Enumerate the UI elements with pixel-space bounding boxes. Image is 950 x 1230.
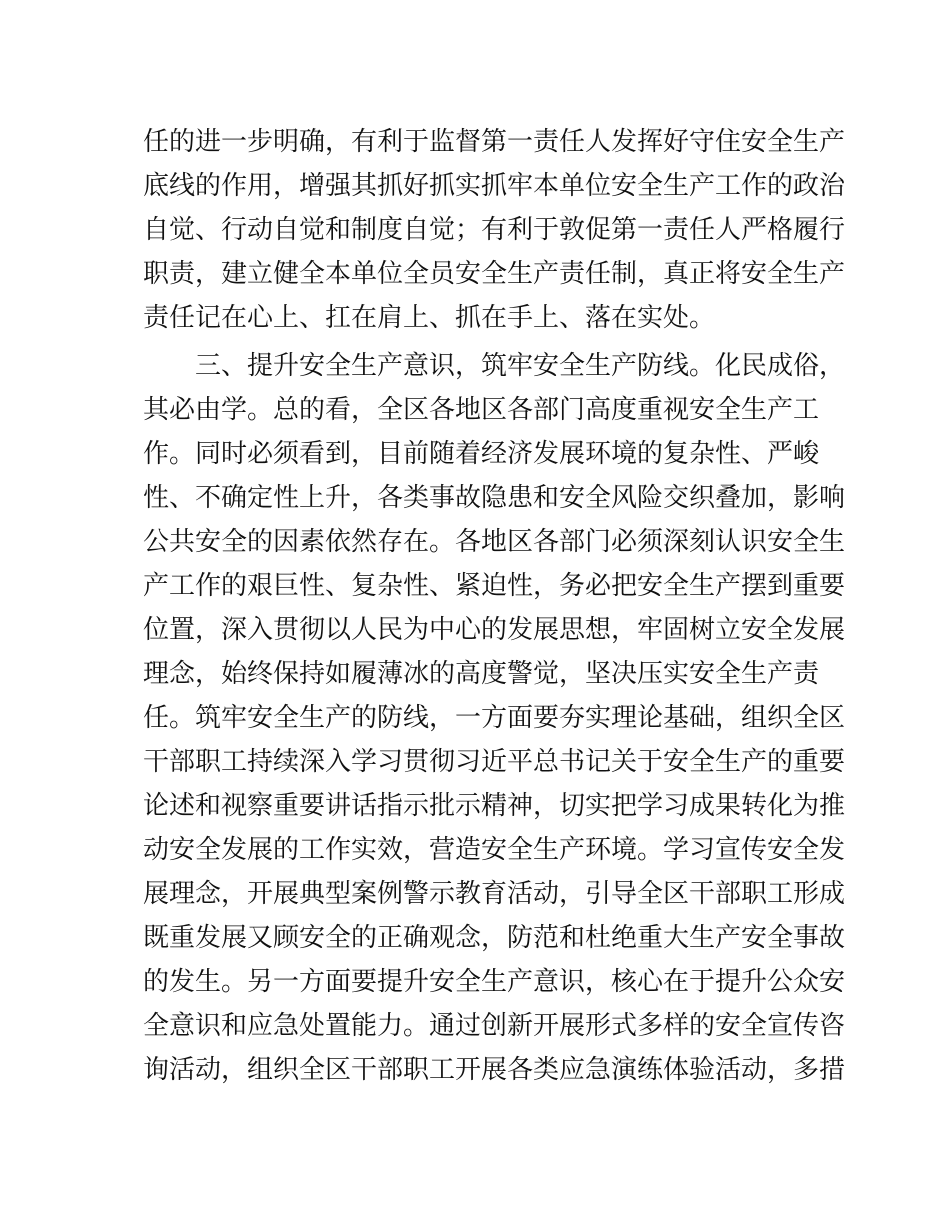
paragraph-line: 作。同时必须看到，目前随着经济发展环境的复杂性、严峻 (143, 439, 820, 469)
paragraph-line: 任的进一步明确，有利于监督第一责任人发挥好守住安全生产 (143, 127, 846, 157)
paragraph-line: 位置，深入贯彻以人民为中心的发展思想，牢固树立安全发展 (143, 615, 846, 645)
paragraph-line: 产工作的艰巨性、复杂性、紧迫性，务必把安全生产摆到重要 (143, 571, 846, 601)
paragraph-line: 动安全发展的工作实效，营造安全生产环境。学习宣传安全发 (143, 835, 846, 865)
paragraph-line: 展理念，开展典型案例警示教育活动，引导全区干部职工形成 (143, 879, 846, 909)
paragraph-line: 询活动，组织全区干部职工开展各类应急演练体验活动，多措 (143, 1055, 846, 1085)
paragraph-line: 其必由学。总的看，全区各地区各部门高度重视安全生产工 (143, 395, 820, 425)
paragraph-line: 职责，建立健全本单位全员安全生产责任制，真正将安全生产 (143, 259, 846, 289)
section-heading-line: 三、提升安全生产意识，筑牢安全生产防线。化民成俗， (195, 351, 846, 381)
paragraph-line: 性、不确定性上升，各类事故隐患和安全风险交织叠加，影响 (143, 483, 846, 513)
paragraph-line: 论述和视察重要讲话指示批示精神，切实把学习成果转化为推 (143, 791, 846, 821)
paragraph-line: 自觉、行动自觉和制度自觉；有利于敦促第一责任人严格履行 (143, 215, 846, 245)
paragraph-line: 理念，始终保持如履薄冰的高度警觉，坚决压实安全生产责 (143, 659, 820, 689)
paragraph-line: 干部职工持续深入学习贯彻习近平总书记关于安全生产的重要 (143, 747, 846, 777)
paragraph-line: 的发生。另一方面要提升安全生产意识，核心在于提升公众安 (143, 967, 846, 997)
paragraph-line: 责任记在心上、扛在肩上、抓在手上、落在实处。 (143, 303, 716, 333)
paragraph-line: 任。筑牢安全生产的防线，一方面要夯实理论基础，组织全区 (143, 703, 846, 733)
paragraph-line: 底线的作用，增强其抓好抓实抓牢本单位安全生产工作的政治 (143, 171, 846, 201)
paragraph-line: 全意识和应急处置能力。通过创新开展形式多样的安全宣传咨 (143, 1011, 846, 1041)
paragraph-line: 既重发展又顾安全的正确观念，防范和杜绝重大生产安全事故 (143, 923, 846, 953)
paragraph-line: 公共安全的因素依然存在。各地区各部门必须深刻认识安全生 (143, 527, 846, 557)
